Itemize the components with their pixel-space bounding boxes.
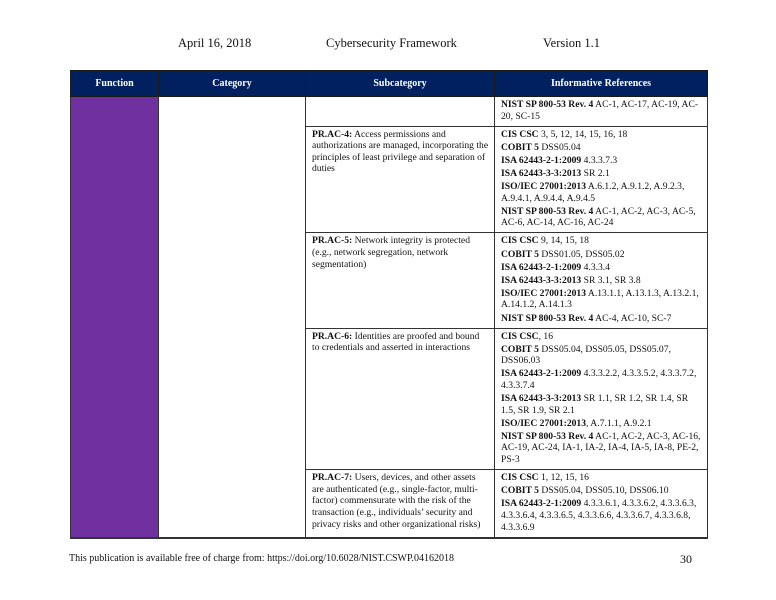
subcategory-id: PR.AC-7: xyxy=(312,472,353,484)
references-cell xyxy=(495,97,708,127)
references-cell xyxy=(495,233,708,328)
page-number: 30 xyxy=(680,552,692,566)
reference-entry xyxy=(501,368,702,391)
reference-controls: AC-1, AC-17, AC-19, AC-20, SC-15 xyxy=(501,99,699,122)
reference-entry xyxy=(501,99,702,122)
reference-controls: DSS05.04, DSS05.10, DSS06.10 xyxy=(538,485,669,497)
reference-controls: AC-4, AC-10, SC-7 xyxy=(593,312,672,324)
table-header-row xyxy=(71,71,708,97)
subcategory-cell xyxy=(306,328,495,470)
function-cell xyxy=(71,97,159,538)
reference-entry xyxy=(501,331,702,343)
reference-entry xyxy=(501,142,702,154)
reference-controls: DSS05.04, DSS05.05, DSS05.07, DSS06.03 xyxy=(501,343,671,367)
reference-standard: NIST SP 800-53 Rev. 4 xyxy=(501,205,594,217)
reference-entry xyxy=(501,206,702,229)
page-header xyxy=(0,36,776,52)
reference-standard: ISA 62443-3-3:2013 xyxy=(501,167,582,179)
reference-controls: SR 3.1, SR 3.8 xyxy=(581,274,641,286)
reference-entry xyxy=(501,498,702,533)
reference-entry xyxy=(501,344,702,367)
reference-standard: ISA 62443-3-3:2013 xyxy=(501,393,582,405)
reference-standard: ISO/IEC 27001:2013 xyxy=(501,287,587,299)
category-cell xyxy=(159,97,306,538)
header-date: April 16, 2018 xyxy=(178,36,252,50)
reference-entry xyxy=(501,418,702,430)
reference-entry xyxy=(501,235,702,247)
references-cell xyxy=(495,328,708,470)
subcategory-text: Network integrity is protected (e.g., network segregation, network segmentation) xyxy=(312,235,470,270)
reference-standard: NIST SP 800-53 Rev. 4 xyxy=(501,312,594,324)
reference-standard: NIST SP 800-53 Rev. 4 xyxy=(501,99,594,110)
reference-standard: ISO/IEC 27001:2013 xyxy=(501,181,587,193)
subcategory-cell xyxy=(306,233,495,328)
reference-controls: 3, 5, 12, 14, 15, 16, 18 xyxy=(538,128,628,140)
reference-controls: DSS05.04 xyxy=(538,141,581,153)
reference-controls: A.6.1.2, A.9.1.2, A.9.2.3, A.9.4.1, A.9.4.4, A.9.4.5 xyxy=(501,181,685,204)
reference-entry xyxy=(501,129,702,141)
reference-standard: CIS CSC xyxy=(501,472,539,484)
reference-entry xyxy=(501,181,702,204)
reference-entry xyxy=(501,262,702,274)
column-header-function: Function xyxy=(71,71,159,97)
reference-controls: AC-1, AC-2, AC-3, AC-16, AC-19, AC-24, IA-1, IA-2, IA-4, IA-5, IA-8, PE-2, PS-3 xyxy=(501,430,701,466)
reference-controls: 4.3.3.6.1, 4.3.3.6.2, 4.3.3.6.3, 4.3.3.6.4, 4.3.3.6.5, 4.3.3.6.6, 4.3.3.6.7, 4.3.3.6.8, 4.3.3.6.9 xyxy=(501,498,697,533)
subcategory-cell xyxy=(306,126,495,233)
reference-standard: ISA 62443-2-1:2009 xyxy=(501,154,582,166)
reference-controls: SR 1.1, SR 1.2, SR 1.4, SR 1.5, SR 1.9, SR 2.1 xyxy=(501,393,689,416)
header-title: Cybersecurity Framework xyxy=(326,36,457,50)
reference-standard: CIS CSC xyxy=(501,330,539,342)
reference-entry xyxy=(501,168,702,180)
column-header-references: Informative References xyxy=(495,71,708,97)
reference-controls: 4.3.3.7.3 xyxy=(581,154,618,166)
subcategory-text: Users, devices, and other assets are authenticated (e.g., single-factor, multi-factor) commensurate with the risk of the transaction (e.g., individuals’ security and privacy risks and other organizational risks) xyxy=(312,472,481,530)
reference-entry xyxy=(501,431,702,466)
reference-standard: NIST SP 800-53 Rev. 4 xyxy=(501,430,594,442)
column-header-category: Category xyxy=(159,71,306,97)
reference-controls: DSS01.05, DSS05.02 xyxy=(538,248,625,260)
reference-controls: 1, 12, 15, 16 xyxy=(538,472,589,484)
reference-standard: CIS CSC xyxy=(501,128,539,140)
reference-standard: ISA 62443-3-3:2013 xyxy=(501,274,582,286)
subcategory-id: PR.AC-5: xyxy=(312,235,353,247)
reference-entry xyxy=(501,249,702,261)
reference-standard: ISA 62443-2-1:2009 xyxy=(501,368,582,380)
references-cell xyxy=(495,470,708,538)
subcategory-cell xyxy=(306,470,495,538)
reference-controls: , 16 xyxy=(538,330,553,342)
reference-entry xyxy=(501,472,702,484)
reference-entry xyxy=(501,288,702,311)
reference-standard: COBIT 5 xyxy=(501,343,539,355)
subcategory-id: PR.AC-6: xyxy=(312,330,353,342)
reference-controls: 4.3.3.2.2, 4.3.3.5.2, 4.3.3.7.2, 4.3.3.7.4 xyxy=(501,368,697,391)
table-row xyxy=(71,97,708,127)
reference-entry xyxy=(501,313,702,325)
reference-standard: ISO/IEC 27001:2013 xyxy=(501,417,587,429)
framework-core-table xyxy=(70,70,708,539)
reference-standard: COBIT 5 xyxy=(501,485,539,497)
reference-entry xyxy=(501,485,702,497)
references-cell xyxy=(495,126,708,233)
header-version: Version 1.1 xyxy=(543,36,600,50)
reference-standard: ISA 62443-2-1:2009 xyxy=(501,498,582,510)
reference-standard: COBIT 5 xyxy=(501,141,539,153)
reference-controls: A.13.1.1, A.13.1.3, A.13.2.1, A.14.1.2, A.14.1.3 xyxy=(501,287,699,311)
subcategory-cell xyxy=(306,97,495,127)
reference-entry xyxy=(501,393,702,416)
footer-availability: This publication is available free of charge from: https://doi.org/10.6028/NIST.CSWP.04162018 xyxy=(69,553,454,564)
column-header-subcategory: Subcategory xyxy=(306,71,495,97)
subcategory-text: Access permissions and authorizations are managed, incorporating the principles of least privilege and separation of duties xyxy=(312,128,489,175)
reference-standard: COBIT 5 xyxy=(501,248,539,260)
reference-standard: CIS CSC xyxy=(501,235,539,247)
reference-controls: 4.3.3.4 xyxy=(581,261,610,273)
reference-entry xyxy=(501,155,702,167)
subcategory-id: PR.AC-4: xyxy=(312,128,353,140)
reference-controls: , A.7.1.1, A.9.2.1 xyxy=(586,417,652,429)
subcategory-text: Identities are proofed and bound to credentials and asserted in interactions xyxy=(312,330,480,354)
reference-standard: ISA 62443-2-1:2009 xyxy=(501,261,582,273)
reference-entry xyxy=(501,275,702,287)
reference-controls: AC-1, AC-2, AC-3, AC-5, AC-6, AC-14, AC-16, AC-24 xyxy=(501,205,696,229)
reference-controls: 9, 14, 15, 18 xyxy=(538,235,589,247)
reference-controls: SR 2.1 xyxy=(581,167,610,179)
